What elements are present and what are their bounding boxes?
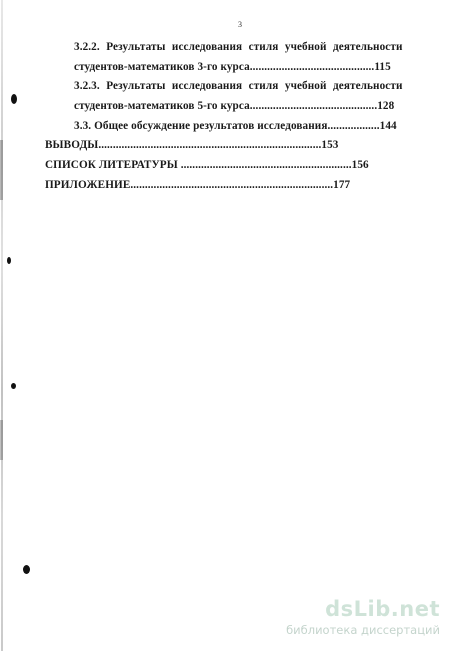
scan-speck [23,565,30,574]
toc-entry-3-3: 3.3. Общее обсуждение результатов исследования..................144 [74,120,397,132]
scan-edge-mark [0,140,3,200]
toc-entry-conclusions: ВЫВОДЫ.............................................................................153 [45,139,339,151]
toc-entry-appendix: ПРИЛОЖЕНИЕ......................................................................177 [45,179,351,191]
toc-entry-3-2-2-line1: 3.2.2. Результаты исследования стиля учебной деятельности [74,41,403,53]
scan-speck [11,383,16,389]
scan-speck [7,257,11,264]
watermark-subtitle: библиотека диссертаций [286,623,440,637]
scan-edge-shadow [1,0,3,651]
toc-entry-literature: СПИСОК ЛИТЕРАТУРЫ ...........................................................156 [45,159,369,171]
scan-speck [11,94,17,104]
scan-edge-mark [0,420,3,460]
toc-entry-3-2-3-line2: студентов-математиков 5-го курса............................................128 [74,100,395,112]
watermark-logo: dsLib.net [325,597,440,621]
toc-entry-3-2-2-line2: студентов-математиков 3-го курса...........................................115 [74,61,391,73]
page-number: 3 [238,20,242,29]
watermark [268,597,448,647]
toc-entry-3-2-3-line1: 3.2.3. Результаты исследования стиля учебной деятельности [74,80,403,92]
